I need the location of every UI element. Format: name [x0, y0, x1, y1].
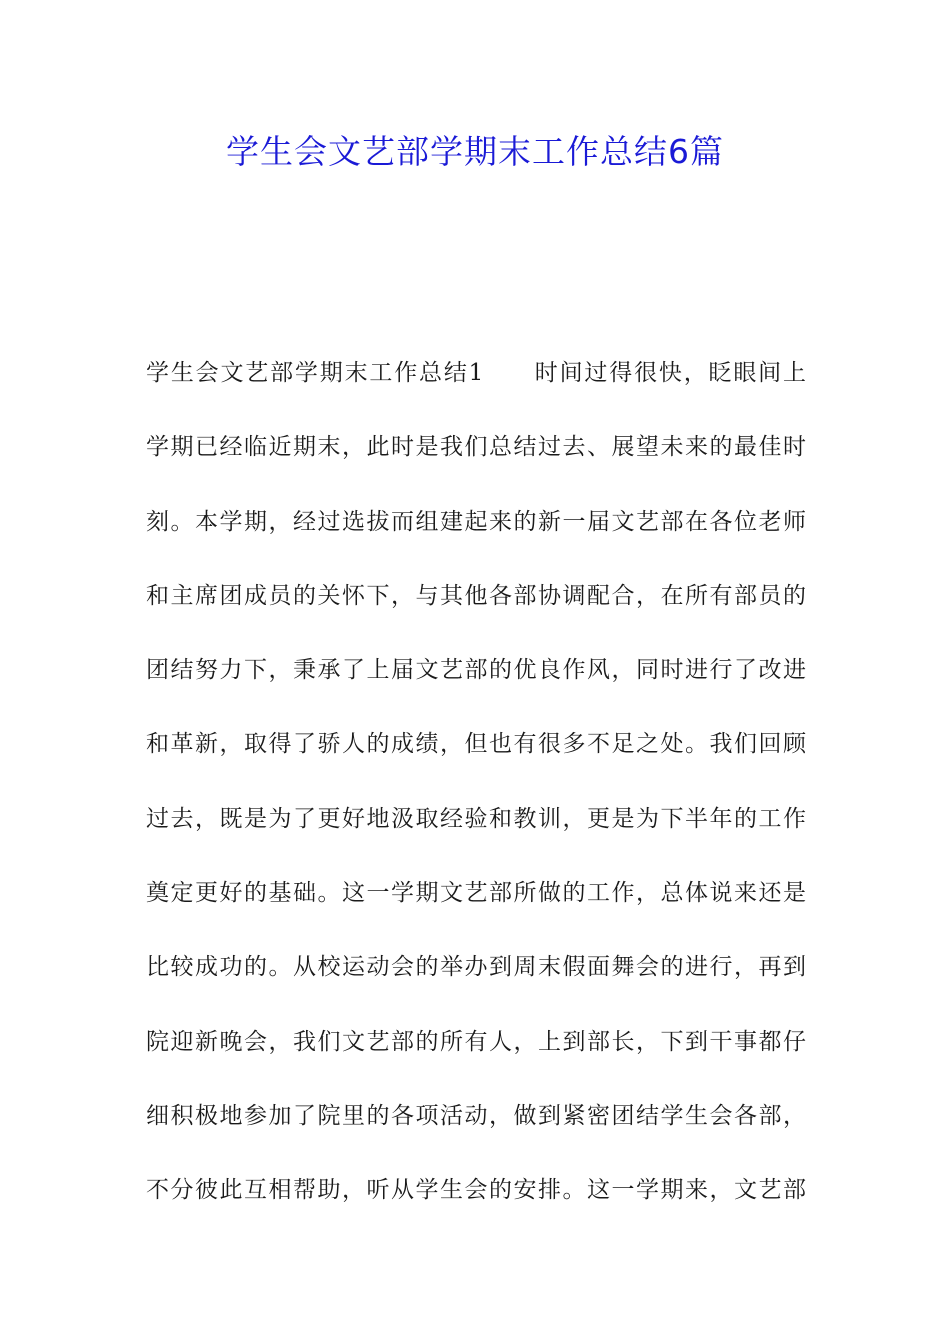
- paragraph-line: 学生会文艺部学期末工作总结1 时间过得很快，眨眼间上: [146, 360, 806, 386]
- paragraph-line: 细积极地参加了院里的各项活动，做到紧密团结学生会各部，: [146, 1102, 806, 1129]
- paragraph-line: 团结努力下，秉承了上届文艺部的优良作风，同时进行了改进: [146, 657, 806, 684]
- paragraph-line: 不分彼此互相帮助，听从学生会的安排。这一学期来，文艺部: [146, 1177, 806, 1204]
- document-title: 学生会文艺部学期末工作总结6篇: [226, 132, 724, 171]
- paragraph-line: 过去，既是为了更好地汲取经验和教训，更是为下半年的工作: [146, 805, 806, 832]
- paragraph-line: 学期已经临近期末，此时是我们总结过去、展望未来的最佳时: [146, 434, 806, 461]
- paragraph-line: 和革新，取得了骄人的成绩，但也有很多不足之处。我们回顾: [146, 731, 806, 758]
- paragraph-line: 比较成功的。从校运动会的举办到周末假面舞会的进行，再到: [146, 954, 806, 981]
- paragraph-line: 刻。本学期，经过选拔而组建起来的新一届文艺部在各位老师: [146, 508, 806, 535]
- paragraph-line: 奠定更好的基础。这一学期文艺部所做的工作，总体说来还是: [146, 880, 806, 907]
- document-body: [146, 336, 806, 1228]
- paragraph-line: 和主席团成员的关怀下，与其他各部协调配合，在所有部员的: [146, 582, 806, 609]
- paragraph-line: 院迎新晚会，我们文艺部的所有人，上到部长，下到干事都仔: [146, 1028, 806, 1055]
